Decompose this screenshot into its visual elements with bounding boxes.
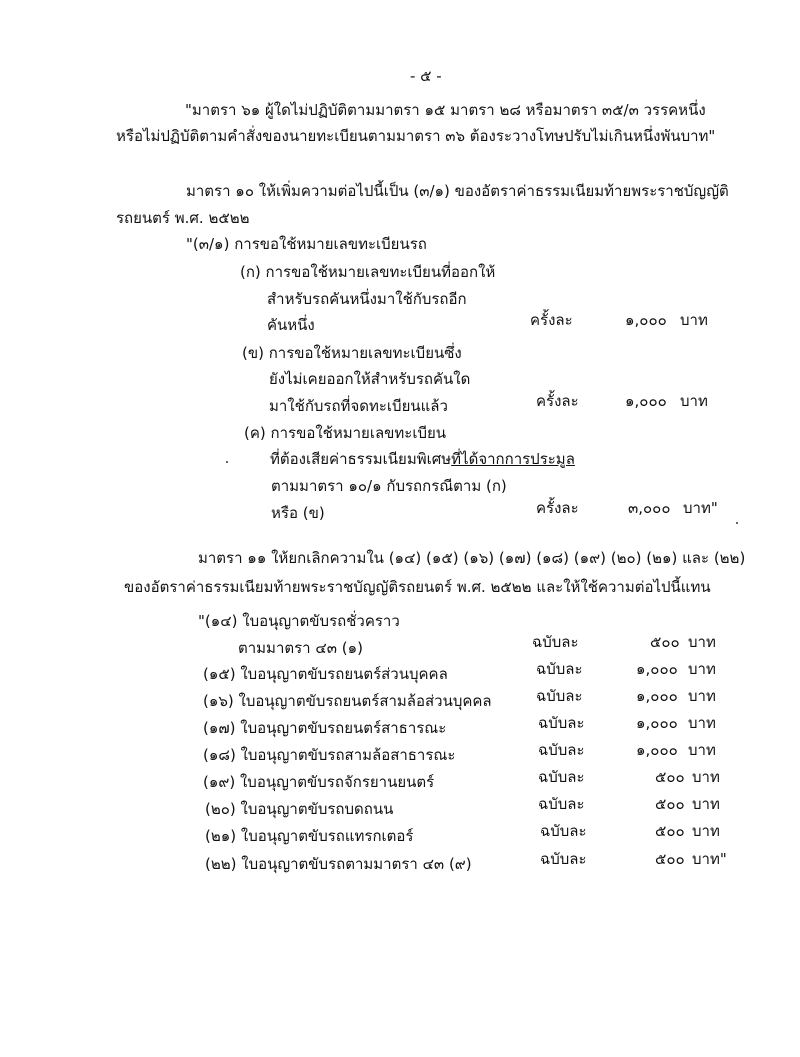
fee-unit: ฉบับละ <box>540 822 587 840</box>
fee-unit: ฉบับละ <box>536 687 583 705</box>
fee-amount: ๕๐๐ <box>655 768 685 786</box>
item-a-currency: บาท <box>680 311 708 329</box>
fee-unit: ฉบับละ <box>536 660 583 678</box>
fee-currency: บาท <box>688 687 716 705</box>
item-a-line3: คันหนึ่ง <box>267 316 315 334</box>
fee-label: (๒๑) ใบอนุญาตขับรถแทรกเตอร์ <box>205 827 414 845</box>
item-c-line1: (ค) การขอใช้หมายเลขทะเบียน <box>244 424 447 442</box>
fee-amount: ๑,๐๐๐ <box>636 714 678 732</box>
fee-amount: ๑,๐๐๐ <box>636 660 678 678</box>
fee-label: (๒๒) ใบอนุญาตขับรถตามมาตรา ๔๓ (๙) <box>205 855 472 873</box>
fee-label: (๑๙) ใบอนุญาตขับรถจักรยานยนตร์ <box>203 773 435 791</box>
item-b-currency: บาท <box>680 392 708 410</box>
fee-unit: ฉบับละ <box>540 850 587 868</box>
fee-unit: ฉบับละ <box>532 633 579 651</box>
section10-heading: "(๓/๑) การขอใช้หมายเลขทะเบียนรถ <box>186 235 427 253</box>
item-b-amount: ๑,๐๐๐ <box>625 392 667 410</box>
fee-currency: บาท <box>692 768 720 786</box>
fee-amount: ๕๐๐ <box>655 822 685 840</box>
fee-currency: บาท <box>692 795 720 813</box>
stray-mark <box>736 522 738 524</box>
fee-amount: ๕๐๐ <box>650 633 680 651</box>
item-c-unit: ครั้งละ <box>536 499 579 517</box>
item-a-line1: (ก) การขอใช้หมายเลขทะเบียนที่ออกให้ <box>240 263 496 281</box>
item-b-line1: (ข) การขอใช้หมายเลขทะเบียนซึ่ง <box>242 344 462 362</box>
fee-currency: บาท <box>688 714 716 732</box>
section61-line2: หรือไม่ปฏิบัติตามคำสั่งของนายทะเบียนตามมาตรา ๓๖ ต้องระวางโทษปรับไม่เกินหนึ่งพันบาท" <box>116 127 716 145</box>
item-b-line3: มาใช้กับรถที่จดทะเบียนแล้ว <box>269 397 448 415</box>
item-b-line2: ยังไม่เคยออกให้สำหรับรถคันใด <box>269 370 471 388</box>
fee-label: (๑๗) ใบอนุญาตขับรถยนตร์สาธารณะ <box>203 719 447 737</box>
fee-label: (๑๖) ใบอนุญาตขับรถยนตร์สามล้อส่วนบุคคล <box>203 692 492 710</box>
section61-line1: "มาตรา ๖๑ ผู้ใดไม่ปฏิบัติตามมาตรา ๑๕ มาตรา ๒๘ หรือมาตรา ๓๕/๓ วรรคหนึ่ง <box>185 101 706 119</box>
item-14-line1: "(๑๔) ใบอนุญาตขับรถชั่วคราว <box>198 612 400 630</box>
item-14-line2: ตามมาตรา ๔๓ (๑) <box>238 639 363 657</box>
fee-amount: ๕๐๐ <box>655 795 685 813</box>
fee-currency: บาท <box>688 741 716 759</box>
item-c-currency: บาท" <box>683 499 718 517</box>
item-c-line2-plain: ที่ต้องเสียค่าธรรมเนียมพิเศษ <box>270 450 452 468</box>
fee-label: (๒๐) ใบอนุญาตขับรถบดถนน <box>205 800 394 818</box>
fee-unit: ฉบับละ <box>538 741 585 759</box>
item-c-line2-underlined: ที่ได้จากการประมูล <box>451 450 575 468</box>
section10-line1: มาตรา ๑๐ ให้เพิ่มความต่อไปนี้เป็น (๓/๑) ของอัตราค่าธรรมเนียมท้ายพระราชบัญญัติ <box>186 182 729 200</box>
item-a-line2: สำหรับรถคันหนึ่งมาใช้กับรถอีก <box>267 290 467 308</box>
fee-unit: ฉบับละ <box>538 768 585 786</box>
item-c-amount: ๓,๐๐๐ <box>628 499 671 517</box>
item-c-line2 <box>270 449 575 469</box>
item-a-amount: ๑,๐๐๐ <box>625 311 667 329</box>
fee-amount: ๑,๐๐๐ <box>636 741 678 759</box>
fee-currency: บาท <box>692 822 720 840</box>
section11-line1: มาตรา ๑๑ ให้ยกเลิกความใน (๑๔) (๑๕) (๑๖) (๑๗) (๑๘) (๑๙) (๒๐) (๒๑) และ (๒๒) <box>198 549 746 567</box>
fee-unit: ฉบับละ <box>538 714 585 732</box>
fee-currency: บาท <box>688 660 716 678</box>
section10-line2: รถยนตร์ พ.ศ. ๒๕๒๒ <box>116 209 250 227</box>
item-c-line3: ตามมาตรา ๑๐/๑ กับรถกรณีตาม (ก) <box>271 477 507 495</box>
item-c-line4: หรือ (ข) <box>271 504 325 522</box>
item-b-unit: ครั้งละ <box>536 392 579 410</box>
fee-unit: ฉบับละ <box>538 795 585 813</box>
fee-currency: บาท" <box>692 850 727 868</box>
page-number: - ๕ - <box>410 67 442 85</box>
fee-amount: ๕๐๐ <box>655 850 685 868</box>
fee-amount: ๑,๐๐๐ <box>636 687 678 705</box>
item-a-unit: ครั้งละ <box>530 311 573 329</box>
stray-mark <box>226 461 228 463</box>
fee-label: (๑๕) ใบอนุญาตขับรถยนตร์ส่วนบุคคล <box>203 665 448 683</box>
fee-currency: บาท <box>688 633 716 651</box>
fee-label: (๑๘) ใบอนุญาตขับรถสามล้อสาธารณะ <box>203 746 456 764</box>
section11-line2: ของอัตราค่าธรรมเนียมท้ายพระราชบัญญัติรถยนตร์ พ.ศ. ๒๕๒๒ และให้ใช้ความต่อไปนี้แทน <box>124 578 711 596</box>
